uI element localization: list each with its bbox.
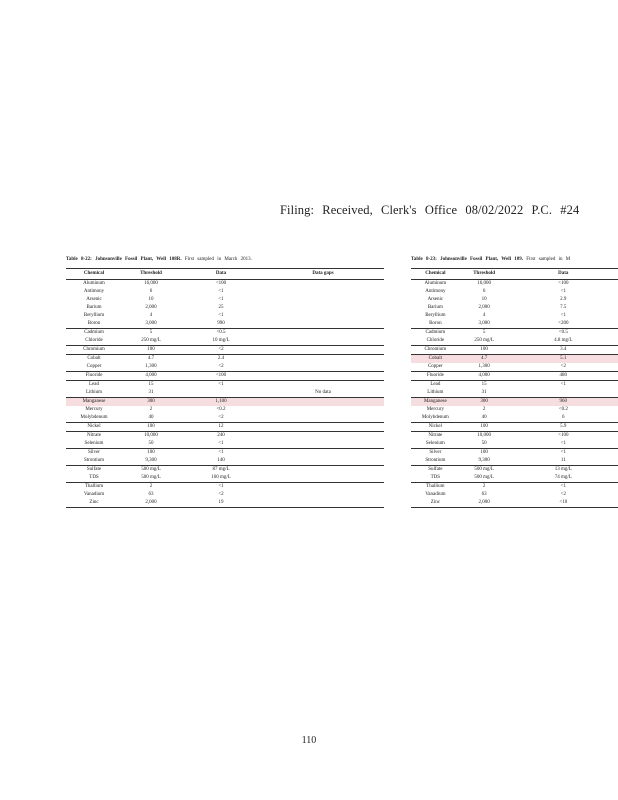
table-row (411, 329, 618, 338)
cell-data-gap (262, 466, 384, 475)
table-row (66, 288, 384, 296)
cell-data-gap (262, 414, 384, 423)
cell-threshold: 63 (148, 492, 154, 497)
table-row (411, 423, 618, 432)
table-row (66, 320, 384, 329)
cell-data: <1 (218, 289, 224, 294)
cell-data-gap (262, 288, 384, 296)
column-header-chemical: Chemical (411, 269, 460, 280)
table-8-23-body (411, 280, 618, 508)
table-header-row (66, 269, 384, 280)
page-number: 110 (301, 735, 317, 746)
cell-data: 140 (217, 458, 225, 463)
cell-chemical: Chloride (426, 338, 445, 343)
cell-chemical: Lithium (85, 390, 103, 395)
cell-data: <1 (560, 313, 566, 318)
table-row (411, 449, 618, 458)
cell-data: <1 (180, 449, 262, 458)
table-8-23-caption-note: First sampled in M (526, 257, 571, 262)
column-header-data: Data (180, 269, 262, 280)
cell-chemical: Molybdenum (80, 415, 108, 420)
table-8-23 (411, 268, 618, 508)
cell-data-gap: No data (315, 390, 331, 395)
cell-threshold: 250 mg/L (141, 338, 161, 343)
table-row (66, 329, 384, 338)
table-row (411, 499, 618, 508)
cell-data: 480 (509, 372, 618, 381)
table-8-22-body (66, 280, 384, 508)
cell-threshold: 100 (122, 449, 180, 458)
table-row (411, 381, 618, 390)
cell-data-gap (262, 474, 384, 483)
cell-data-gap (262, 280, 384, 289)
cell-chemical: Copper (86, 364, 102, 369)
cell-chemical: Selenium (425, 441, 445, 446)
table-row (66, 296, 384, 304)
cell-threshold: 9,300 (145, 458, 157, 463)
cell-data: <100 (558, 281, 569, 286)
cell-chemical: TDS (89, 475, 99, 480)
cell-threshold: 5 (122, 329, 180, 338)
cell-threshold: 2 (122, 483, 180, 492)
cell-threshold: 2,000 (145, 305, 157, 310)
cell-threshold: 4 (482, 313, 486, 318)
table-row (411, 304, 618, 312)
cell-data-gap (262, 398, 384, 407)
cell-threshold: 3,000 (478, 321, 490, 326)
cell-data: <2 (180, 346, 262, 355)
cell-chemical: Fluoride (66, 372, 122, 381)
table-row (411, 474, 618, 483)
cell-data: 5.9 (509, 423, 618, 432)
table-row (411, 457, 618, 466)
cell-data: 87 mg/L (180, 466, 262, 475)
table-row (66, 381, 384, 390)
cell-chemical: Mercury (85, 407, 103, 412)
cell-threshold: 1,300 (478, 364, 490, 369)
column-header-threshold: Threshold (460, 269, 509, 280)
cell-data: <2 (218, 415, 224, 420)
table-row (411, 346, 618, 355)
cell-data: <2 (218, 364, 224, 369)
cell-data: 19 (180, 499, 262, 508)
cell-threshold: 2 (482, 407, 486, 412)
table-row (66, 414, 384, 423)
cell-chemical: Aluminum (424, 281, 447, 286)
cell-data-gap (262, 457, 384, 466)
cell-chemical: Boron (429, 321, 442, 326)
cell-data: <10 (509, 499, 618, 508)
table-row (411, 398, 618, 407)
table-row (66, 355, 384, 364)
table-row (66, 398, 384, 407)
cell-chemical: Antimony (425, 289, 446, 294)
cell-chemical: TDS (430, 475, 441, 480)
cell-chemical: Silver (411, 449, 460, 458)
cell-chemical: Silver (66, 449, 122, 458)
table-row (66, 432, 384, 441)
table-row (66, 440, 384, 449)
cell-data: 960 (509, 398, 618, 407)
cell-threshold: 31 (481, 390, 487, 395)
cell-data: <0.5 (509, 329, 618, 338)
cell-chemical: Chromium (411, 346, 460, 355)
column-header-threshold: Threshold (122, 269, 180, 280)
cell-chemical: Vanadium (425, 492, 446, 497)
cell-data: 160 mg/L (211, 475, 231, 480)
cell-data (509, 389, 618, 398)
cell-data-gap (262, 304, 384, 312)
cell-data-gap (262, 423, 384, 432)
cell-threshold: 4.7 (460, 355, 509, 364)
cell-data: <1 (218, 441, 224, 446)
cell-chemical: Barium (427, 305, 443, 310)
column-header-chemical: Chemical (66, 269, 122, 280)
table-row (66, 337, 384, 346)
table-row (411, 355, 618, 364)
cell-data-gap (262, 337, 384, 346)
cell-data: <1 (560, 441, 566, 446)
cell-threshold: 4,000 (460, 372, 509, 381)
cell-threshold: 300 (460, 398, 509, 407)
cell-threshold: 2,000 (460, 499, 509, 508)
cell-chemical: Mercury (426, 407, 444, 412)
cell-chemical: Cadmium (411, 329, 460, 338)
table-row (411, 414, 618, 423)
cell-data: 11 (560, 458, 566, 463)
cell-data: <100 (215, 281, 227, 286)
cell-data: <1 (509, 483, 618, 492)
cell-chemical: Boron (87, 321, 101, 326)
cell-chemical: Nickel (411, 423, 460, 432)
cell-chemical: Lithium (427, 390, 444, 395)
cell-chemical: Arsenic (86, 297, 102, 302)
cell-threshold: 40 (481, 415, 487, 420)
table-header-row (411, 269, 618, 280)
cell-threshold: 50 (481, 441, 487, 446)
table-row (66, 449, 384, 458)
cell-data-gap (262, 483, 384, 492)
cell-chemical: Copper (427, 364, 443, 369)
cell-data: 12 (180, 423, 262, 432)
cell-chemical: Sulfate (66, 466, 122, 475)
cell-data (180, 389, 262, 398)
cell-threshold: 100 (122, 423, 180, 432)
cell-chemical: Chloride (85, 338, 103, 343)
cell-threshold: 15 (460, 381, 509, 390)
table-row (411, 466, 618, 475)
cell-chemical: Thallium (411, 483, 460, 492)
table-row (411, 372, 618, 381)
cell-data: 1,100 (180, 398, 262, 407)
cell-threshold: 100 (460, 423, 509, 432)
cell-threshold: 100 (460, 346, 509, 355)
cell-data: <100 (180, 372, 262, 381)
table-row (411, 432, 618, 441)
cell-chemical: Strontium (425, 458, 446, 463)
table-row (66, 423, 384, 432)
table-row (66, 406, 384, 414)
cell-data: <2 (560, 492, 566, 497)
cell-chemical: Zinc (411, 499, 460, 508)
cell-threshold: 6 (482, 289, 486, 294)
table-8-22-caption (66, 256, 386, 268)
cell-data-gap (262, 363, 384, 372)
column-header-data: Data (509, 269, 618, 280)
table-row (66, 499, 384, 508)
cell-threshold: 10,000 (122, 432, 180, 441)
cell-chemical: Vanadium (83, 492, 105, 497)
cell-threshold: 16,000 (144, 281, 158, 286)
cell-chemical: Manganese (411, 398, 460, 407)
cell-chemical: Nitrate (411, 432, 460, 441)
cell-threshold: 10 (148, 297, 154, 302)
cell-chemical: Aluminum (83, 281, 105, 286)
table-row (66, 466, 384, 475)
table-8-22-caption-site: Johnsonville Fossil Plant, Well 108R. (95, 257, 182, 262)
table-row (66, 280, 384, 289)
cell-threshold: 4,000 (122, 372, 180, 381)
cell-data: <200 (558, 321, 569, 326)
cell-data: 6 (562, 415, 565, 420)
table-row (411, 440, 618, 449)
table-row (66, 389, 384, 398)
cell-chemical: Arsenic (427, 297, 444, 302)
cell-threshold: 40 (148, 415, 154, 420)
cell-threshold: 2,000 (122, 499, 180, 508)
table-row (411, 483, 618, 492)
table-row (411, 389, 618, 398)
table-row (66, 491, 384, 499)
cell-data: <0.5 (180, 329, 262, 338)
cell-chemical: Nitrate (66, 432, 122, 441)
cell-threshold: 100 (122, 346, 180, 355)
cell-threshold: 16,000 (477, 281, 492, 286)
table-row (411, 363, 618, 372)
cell-chemical: Nickel (66, 423, 122, 432)
cell-threshold: 4 (149, 313, 153, 318)
cell-data-gap (262, 406, 384, 414)
cell-threshold: 500 mg/L (122, 466, 180, 475)
table-row (66, 312, 384, 320)
cell-data: <1 (509, 449, 618, 458)
cell-threshold: 3,000 (145, 321, 157, 326)
table-row (411, 320, 618, 329)
table-8-23-caption-site: Johnsonville Fossil Plant, Well 109. (440, 257, 524, 262)
cell-threshold: 10,000 (460, 432, 509, 441)
cell-data: 10 mg/L (212, 338, 230, 343)
table-8-22-container (66, 256, 386, 566)
cell-data: 2.4 (180, 355, 262, 364)
cell-threshold: 50 (148, 441, 154, 446)
cell-data: 3.4 (509, 346, 618, 355)
cell-chemical: Sulfate (411, 466, 460, 475)
cell-chemical: Antimony (83, 289, 105, 294)
cell-data: <2 (560, 364, 566, 369)
table-row (411, 337, 618, 346)
cell-chemical: Cobalt (66, 355, 122, 364)
cell-data: <1 (560, 289, 566, 294)
cell-chemical: Fluoride (411, 372, 460, 381)
cell-chemical: Manganese (66, 398, 122, 407)
cell-chemical: Selenium (84, 441, 104, 446)
cell-threshold: 1,300 (145, 364, 157, 369)
cell-data: 240 (180, 432, 262, 441)
cell-data-gap (262, 499, 384, 508)
cell-data: 25 (218, 305, 224, 310)
table-row (411, 288, 618, 296)
cell-data: 74 mg/L (554, 475, 572, 480)
cell-chemical: Beryllium (425, 313, 446, 318)
cell-chemical: Lead (411, 381, 460, 390)
cell-threshold: 2 (460, 483, 509, 492)
table-8-23-caption (411, 256, 618, 268)
cell-threshold: 500 mg/L (460, 466, 509, 475)
cell-threshold: 2 (149, 407, 153, 412)
filing-stamp: Filing: Received, Clerk's Office 08/02/2022 P.C. #24 (280, 203, 580, 217)
cell-threshold: 100 (460, 449, 509, 458)
cell-threshold: 4.7 (122, 355, 180, 364)
cell-data-gap (262, 381, 384, 390)
cell-threshold: 31 (148, 390, 154, 395)
cell-threshold: 5 (460, 329, 509, 338)
column-header-data-gaps: Data gaps (262, 269, 384, 280)
cell-data: <2 (218, 492, 224, 497)
table-row (411, 406, 618, 414)
cell-data-gap (262, 372, 384, 381)
cell-threshold: 500 mg/L (141, 475, 161, 480)
table-row (411, 491, 618, 499)
cell-chemical: Strontium (83, 458, 104, 463)
table-row (66, 304, 384, 312)
cell-threshold: 6 (149, 289, 153, 294)
table-row (66, 457, 384, 466)
cell-threshold: 500 mg/L (474, 475, 494, 480)
cell-data-gap (262, 296, 384, 304)
cell-data: 2.9 (560, 297, 567, 302)
cell-threshold: 2,000 (478, 305, 490, 310)
cell-data-gap (262, 320, 384, 329)
cell-threshold: 250 mg/L (474, 338, 494, 343)
cell-data: 4.8 mg/L (554, 338, 573, 343)
table-row (411, 296, 618, 304)
table-row (66, 372, 384, 381)
cell-chemical: Cadmium (66, 329, 122, 338)
cell-chemical: Beryllium (83, 313, 105, 318)
cell-chemical: Lead (66, 381, 122, 390)
cell-chemical: Chromium (66, 346, 122, 355)
cell-data: <0.2 (558, 407, 568, 412)
table-8-22 (66, 268, 384, 508)
cell-threshold: 15 (122, 381, 180, 390)
cell-chemical: Molybdenum (421, 415, 449, 420)
table-row (66, 346, 384, 355)
cell-chemical: Cobalt (411, 355, 460, 364)
cell-chemical: Barium (86, 305, 102, 310)
cell-data: <1 (180, 381, 262, 390)
cell-data: <1 (180, 483, 262, 492)
cell-data: <100 (509, 432, 618, 441)
table-8-22-caption-note: First sampled in March 2013. (184, 257, 252, 262)
cell-data: <0.2 (216, 407, 226, 412)
table-row (66, 474, 384, 483)
table-row (411, 280, 618, 289)
cell-threshold: 10 (481, 297, 487, 302)
cell-data-gap (262, 346, 384, 355)
cell-data: <1 (218, 313, 224, 318)
cell-data: <1 (509, 381, 618, 390)
cell-data-gap (262, 312, 384, 320)
cell-data: 13 mg/L (509, 466, 618, 475)
table-8-23-container (411, 256, 618, 566)
table-row (66, 483, 384, 492)
table-row (66, 363, 384, 372)
cell-data: 990 (217, 321, 225, 326)
cell-data: <1 (218, 297, 224, 302)
cell-data-gap (262, 449, 384, 458)
cell-chemical: Thallium (66, 483, 122, 492)
cell-data-gap (262, 440, 384, 449)
cell-data-gap (262, 329, 384, 338)
cell-data: 7.5 (560, 305, 567, 310)
cell-data-gap (262, 355, 384, 364)
cell-chemical: Zinc (66, 499, 122, 508)
cell-data-gap (262, 491, 384, 499)
table-8-23-caption-label: Table 8-23: (411, 257, 437, 262)
cell-data: 5.1 (509, 355, 618, 364)
cell-data-gap (262, 432, 384, 441)
table-8-22-caption-label: Table 8-22: (66, 257, 92, 262)
table-row (411, 312, 618, 320)
cell-threshold: 9,300 (478, 458, 490, 463)
cell-threshold: 300 (122, 398, 180, 407)
cell-threshold: 63 (481, 492, 487, 497)
